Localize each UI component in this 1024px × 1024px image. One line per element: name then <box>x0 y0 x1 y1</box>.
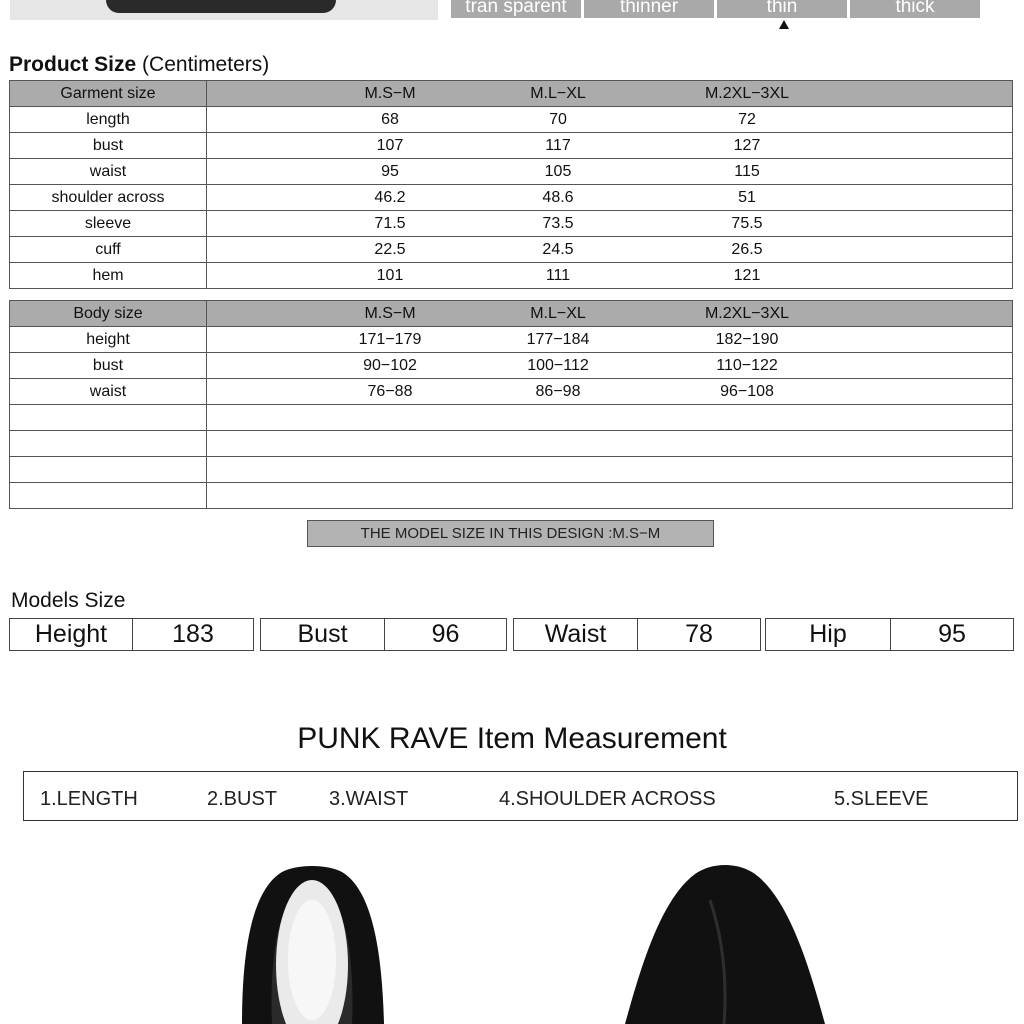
table-cell: 117 <box>545 136 571 154</box>
model-hip-box <box>765 618 1014 651</box>
model-stat-value: 96 <box>431 620 460 648</box>
hoodie-front-image <box>212 860 412 1024</box>
table-cell: 22.5 <box>374 240 406 258</box>
table-cell: 171−179 <box>358 330 422 348</box>
model-waist-box <box>513 618 761 651</box>
product-photo-top <box>10 0 438 20</box>
measurement-item: 3.WAIST <box>329 788 409 810</box>
row-label: waist <box>10 159 207 185</box>
model-stat-key: Hip <box>766 619 891 650</box>
table-row <box>10 263 1013 289</box>
thickness-option-thin: thin <box>717 0 847 18</box>
model-bust-box <box>260 618 507 651</box>
product-size-title: Product Size <box>9 53 137 76</box>
thickness-selected-marker-icon <box>779 20 789 29</box>
hoodie-back-image <box>620 860 830 1024</box>
table-cell: 107 <box>376 136 404 154</box>
model-stat-value: 78 <box>685 620 713 648</box>
table-cell: 70 <box>549 110 567 128</box>
row-label: length <box>10 107 207 133</box>
table-cell: 86−98 <box>535 382 581 400</box>
table-row <box>10 211 1013 237</box>
header-cell: M.2XL−3XL <box>704 304 790 322</box>
table-cell: 127 <box>733 136 761 154</box>
header-cell: M.L−XL <box>530 84 586 102</box>
row-label: bust <box>10 353 207 379</box>
table-row <box>10 237 1013 263</box>
row-label: shoulder across <box>10 185 207 211</box>
table-row <box>10 185 1013 211</box>
model-stat-key: Waist <box>514 619 638 650</box>
thickness-option-thick: thick <box>850 0 980 18</box>
measurement-legend-box <box>23 771 1018 821</box>
table-cell: 95 <box>381 162 399 180</box>
table-cell: 24.5 <box>542 240 574 258</box>
thickness-option-transparent: tran sparent <box>451 0 581 18</box>
table-row <box>10 353 1013 379</box>
model-height-box <box>9 618 254 651</box>
table-cell: 105 <box>544 162 572 180</box>
table-cell: 100−112 <box>527 356 589 374</box>
table-cell: 177−184 <box>526 330 590 348</box>
models-size-label: Models Size <box>11 589 126 612</box>
table-cell: 68 <box>381 110 399 128</box>
header-cell: M.S−M <box>364 304 416 322</box>
empty-table-row <box>10 431 1013 457</box>
table-cell: 101 <box>376 266 404 284</box>
table-cell: 110−122 <box>716 356 778 374</box>
table-cell: 46.2 <box>374 188 406 206</box>
thickness-option-thinner: thinner <box>584 0 714 18</box>
model-stat-value: 183 <box>172 620 214 648</box>
row-label: cuff <box>10 237 207 263</box>
table-cell: 51 <box>738 188 756 206</box>
measurement-item: 1.LENGTH <box>40 788 138 810</box>
table-cell: 111 <box>545 266 571 284</box>
product-size-heading <box>9 53 269 77</box>
body-size-table <box>9 300 1013 509</box>
header-cell: Body size <box>10 301 207 327</box>
table-header-row <box>10 81 1013 107</box>
model-stat-value: 95 <box>938 620 966 648</box>
measurement-item: 5.SLEEVE <box>834 788 929 810</box>
table-row <box>10 327 1013 353</box>
header-cell: Garment size <box>10 81 207 107</box>
table-row <box>10 133 1013 159</box>
garment-size-table <box>9 80 1013 289</box>
measurement-item: 4.SHOULDER ACROSS <box>499 788 716 810</box>
model-size-banner: THE MODEL SIZE IN THIS DESIGN :M.S−M <box>307 520 714 547</box>
table-cell: 76−88 <box>367 382 413 400</box>
empty-table-row <box>10 405 1013 431</box>
row-label: sleeve <box>10 211 207 237</box>
empty-table-row <box>10 483 1013 509</box>
empty-table-row <box>10 457 1013 483</box>
table-cell: 90−102 <box>363 356 417 374</box>
product-size-unit: (Centimeters) <box>142 53 270 76</box>
table-row <box>10 379 1013 405</box>
table-cell: 48.6 <box>542 188 574 206</box>
header-cell: M.L−XL <box>530 304 586 322</box>
header-cell: M.S−M <box>364 84 416 102</box>
table-cell: 72 <box>738 110 756 128</box>
table-cell: 26.5 <box>731 240 763 258</box>
model-stat-key: Bust <box>261 619 385 650</box>
table-row <box>10 159 1013 185</box>
row-label: bust <box>10 133 207 159</box>
table-cell: 121 <box>733 266 761 284</box>
table-cell: 182−190 <box>715 330 779 348</box>
measurement-item: 2.BUST <box>207 788 278 810</box>
header-cell: M.2XL−3XL <box>704 84 790 102</box>
table-row <box>10 107 1013 133</box>
model-stat-key: Height <box>10 619 133 650</box>
measurement-title: PUNK RAVE Item Measurement <box>297 722 727 755</box>
table-cell: 96−108 <box>720 382 774 400</box>
table-cell: 73.5 <box>542 214 574 232</box>
row-label: hem <box>10 263 207 289</box>
table-cell: 115 <box>734 162 760 180</box>
table-cell: 71.5 <box>374 214 406 232</box>
table-header-row <box>10 301 1013 327</box>
row-label: waist <box>10 379 207 405</box>
row-label: height <box>10 327 207 353</box>
table-cell: 75.5 <box>731 214 763 232</box>
